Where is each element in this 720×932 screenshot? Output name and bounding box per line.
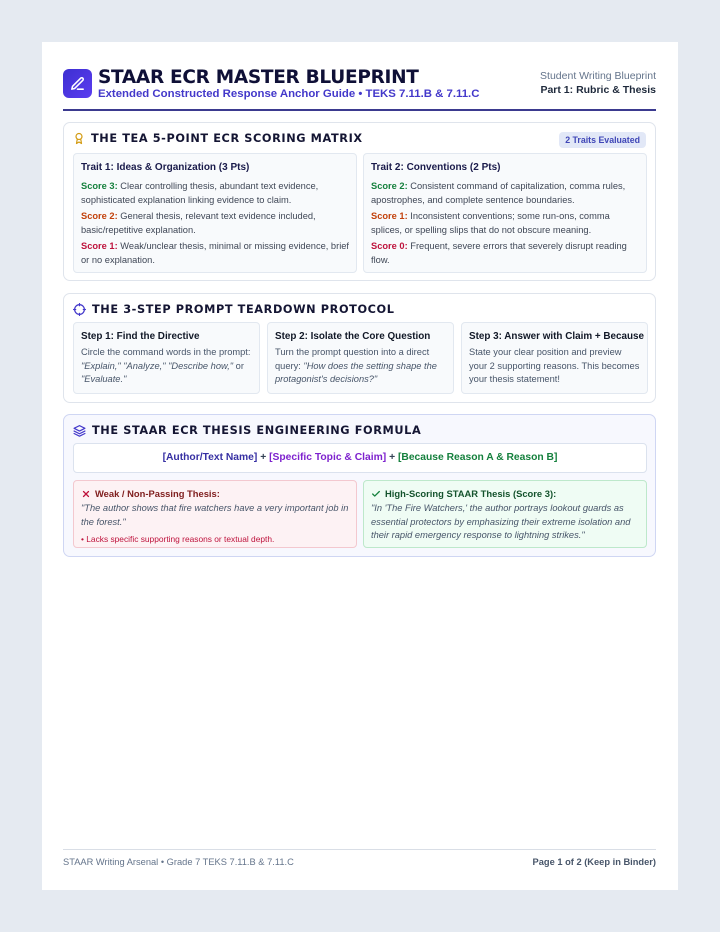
trait-2-title: Trait 2: Conventions (2 Pts) xyxy=(371,162,501,173)
trait-1-title: Trait 1: Ideas & Organization (3 Pts) xyxy=(81,162,250,173)
formula-claim-part: [Specific Topic & Claim] xyxy=(269,452,387,463)
formula-author-part: [Author/Text Name] xyxy=(162,452,258,463)
score-label: Score 1: xyxy=(371,211,408,221)
step-1-title: Step 1: Find the Directive xyxy=(81,331,200,342)
award-icon xyxy=(73,132,85,145)
trait-2-score-1 xyxy=(371,210,639,237)
step-2-panel xyxy=(267,322,454,394)
header-part-label: Part 1: Rubric & Thesis xyxy=(540,84,656,96)
formula-reasons-part: [Because Reason A & Reason B] xyxy=(397,452,558,463)
score-label: Score 2: xyxy=(81,211,118,221)
step-quote: "Explain," "Analyze," "Describe how," xyxy=(81,360,234,371)
trait-1-score-2 xyxy=(81,210,349,237)
score-description: Weak/unclear thesis, minimal or missing evidence, brief or no explanation. xyxy=(81,241,350,265)
thesis-formula xyxy=(73,443,647,473)
score-description: Clear controlling thesis, abundant text evidence, sophisticated explanation linking evidence to claim. xyxy=(81,181,319,205)
score-description: Inconsistent conventions; some run-ons, comma splices, or spelling slips that do not obscure meaning. xyxy=(371,211,610,235)
trait-1-score-1 xyxy=(81,240,349,267)
score-description: Consistent command of capitalization, comma rules, apostrophes, and complete sentence boundaries. xyxy=(371,181,626,205)
trait-1-score-3 xyxy=(81,180,349,207)
weak-thesis-heading xyxy=(81,488,349,499)
scoring-matrix-card xyxy=(63,122,656,281)
step-quote: "Evaluate." xyxy=(81,374,127,384)
score-label: Score 3: xyxy=(81,181,118,191)
trait-1-panel xyxy=(73,153,357,273)
strong-thesis-example xyxy=(363,480,647,548)
trait-2-score-0 xyxy=(371,240,639,267)
weak-thesis-note: • Lacks specific supporting reasons or textual depth. xyxy=(81,534,275,544)
check-icon xyxy=(371,489,381,499)
x-icon xyxy=(81,489,91,499)
page-subtitle: Extended Constructed Response Anchor Guide • TEKS 7.11.B & 7.11.C xyxy=(98,88,480,100)
target-icon xyxy=(73,303,86,316)
formula-plus: + xyxy=(257,452,270,463)
protocol-title: THE 3-STEP PROMPT TEARDOWN PROTOCOL xyxy=(92,303,395,316)
traits-badge: 2 Traits Evaluated xyxy=(559,132,646,148)
formula-plus: + xyxy=(386,452,398,463)
page-footer xyxy=(63,849,656,867)
step-2-title: Step 2: Isolate the Core Question xyxy=(275,331,431,342)
scoring-matrix-title: THE TEA 5-POINT ECR SCORING MATRIX xyxy=(91,132,363,145)
strong-thesis-title: High-Scoring STAAR Thesis (Score 3): xyxy=(385,488,557,499)
protocol-card xyxy=(63,293,656,403)
layers-icon xyxy=(73,424,86,437)
score-description: Frequent, severe errors that severely disrupt reading flow. xyxy=(371,241,627,265)
trait-2-score-2 xyxy=(371,180,639,207)
weak-thesis-title: Weak / Non-Passing Thesis: xyxy=(95,488,220,499)
strong-thesis-quote: "In 'The Fire Watchers,' the author portrays lookout guards as essential protectors by emphasizing their extreme isolation and their rapid emergency response to lightning strikes." xyxy=(371,503,631,540)
strong-thesis-heading xyxy=(371,488,639,499)
score-label: Score 1: xyxy=(81,241,118,251)
step-1-text xyxy=(81,346,252,387)
pen-icon xyxy=(63,69,92,98)
protocol-heading xyxy=(73,303,395,316)
step-text: Turn the prompt question into a direct query: xyxy=(275,347,430,371)
trait-2-panel xyxy=(363,153,647,273)
step-quote: "How does the setting shape the protagonist's decisions?" xyxy=(275,360,437,384)
header-kicker: Student Writing Blueprint xyxy=(540,70,656,82)
step-3-panel xyxy=(461,322,648,394)
weak-thesis-example xyxy=(73,480,357,548)
step-3-title: Step 3: Answer with Claim + Because xyxy=(469,331,644,342)
step-text: or xyxy=(233,360,244,371)
footer-page-number: Page 1 of 2 (Keep in Binder) xyxy=(532,857,656,867)
score-description: General thesis, relevant text evidence included, basic/repetitive explanation. xyxy=(81,211,316,235)
thesis-title: THE STAAR ECR THESIS ENGINEERING FORMULA xyxy=(92,424,422,437)
weak-thesis-quote: "The author shows that fire watchers have a very important job in the forest." xyxy=(81,503,349,527)
score-label: Score 0: xyxy=(371,241,408,251)
worksheet-page xyxy=(42,42,678,890)
step-1-panel xyxy=(73,322,260,394)
score-label: Score 2: xyxy=(371,181,408,191)
thesis-formula-card xyxy=(63,414,656,557)
scoring-matrix-heading xyxy=(73,132,363,145)
page-title: STAAR ECR MASTER BLUEPRINT xyxy=(98,67,419,88)
step-3-text: State your clear position and preview your 2 supporting reasons. This becomes your thesis statement! xyxy=(469,347,640,384)
page-header xyxy=(63,68,656,111)
footer-left: STAAR Writing Arsenal • Grade 7 TEKS 7.11.B & 7.11.C xyxy=(63,857,294,867)
thesis-heading xyxy=(73,424,421,437)
step-2-text xyxy=(275,346,446,387)
step-text: Circle the command words in the prompt: xyxy=(81,347,251,357)
